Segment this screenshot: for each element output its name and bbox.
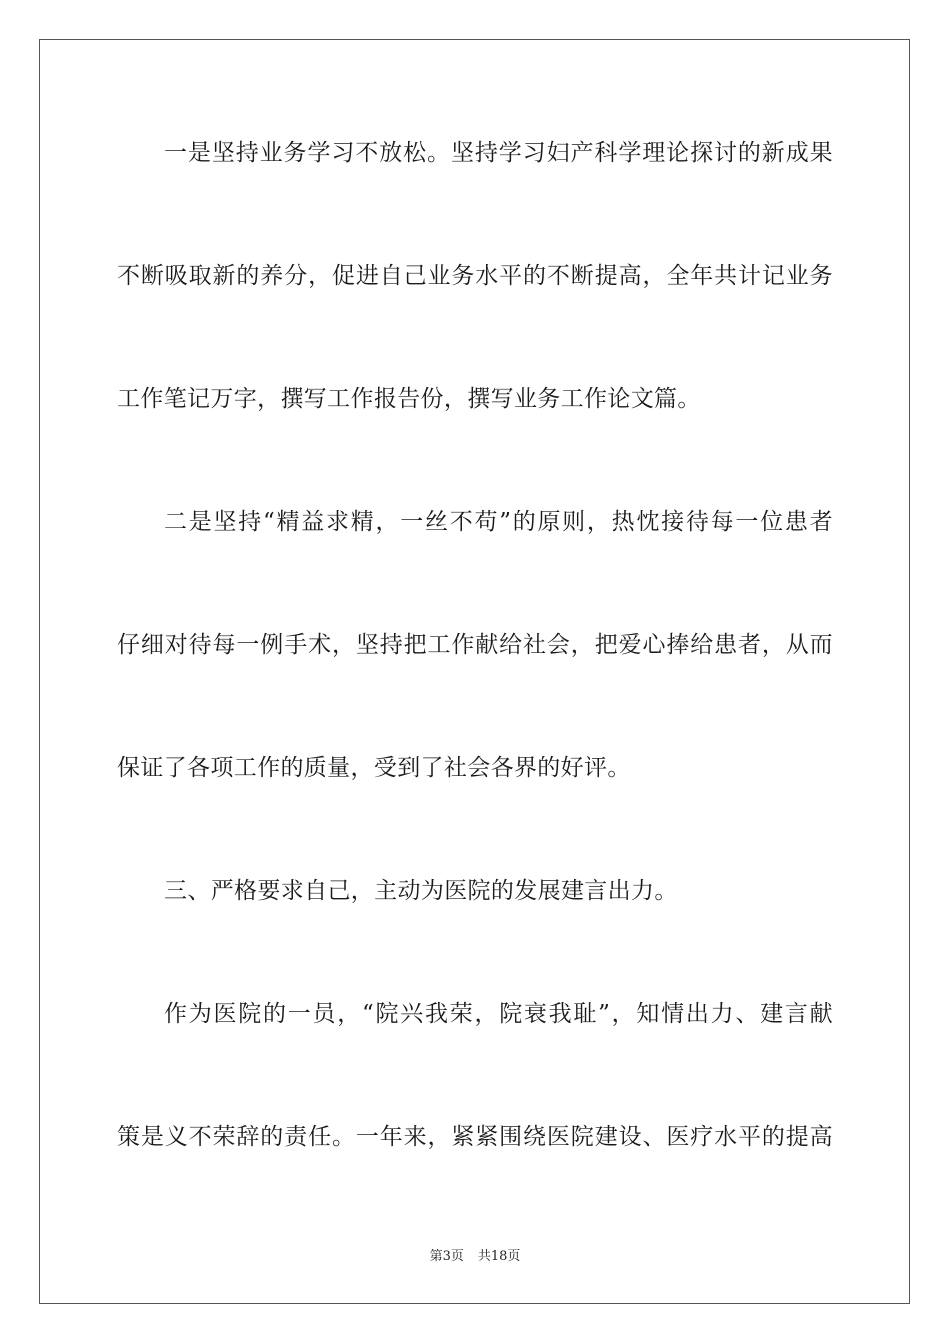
page-footer [0,1248,950,1266]
paragraph-line: 工作笔记万字，撰写工作报告份，撰写业务工作论文篇。 [117,386,701,412]
paragraph-line: 仔细对待每一例手术，坚持把工作献给社会，把爱心捧给患者，从而 [117,632,833,658]
section-heading-line: 三、严格要求自己，主动为医院的发展建言出力。 [164,878,678,904]
paragraph-line: 策是义不荣辞的责任。一年来，紧紧围绕医院建设、医疗水平的提高 [117,1124,833,1150]
paragraph-line: 一是坚持业务学习不放松。坚持学习妇产科学理论探讨的新成果 [164,140,833,166]
paragraph-line: 作为医院的一员，“院兴我荣，院衰我耻”，知情出力、建言献 [164,1001,833,1027]
page-border [39,39,910,1304]
page-total: 共18页 [477,1249,521,1264]
paragraph-line: 保证了各项工作的质量，受到了社会各界的好评。 [117,755,631,781]
paragraph-line: 二是坚持“精益求精，一丝不苟”的原则，热忱接待每一位患者 [164,509,833,535]
page-number: 第3页 [429,1249,464,1264]
paragraph-line: 不断吸取新的养分，促进自己业务水平的不断提高，全年共计记业务 [117,263,833,289]
